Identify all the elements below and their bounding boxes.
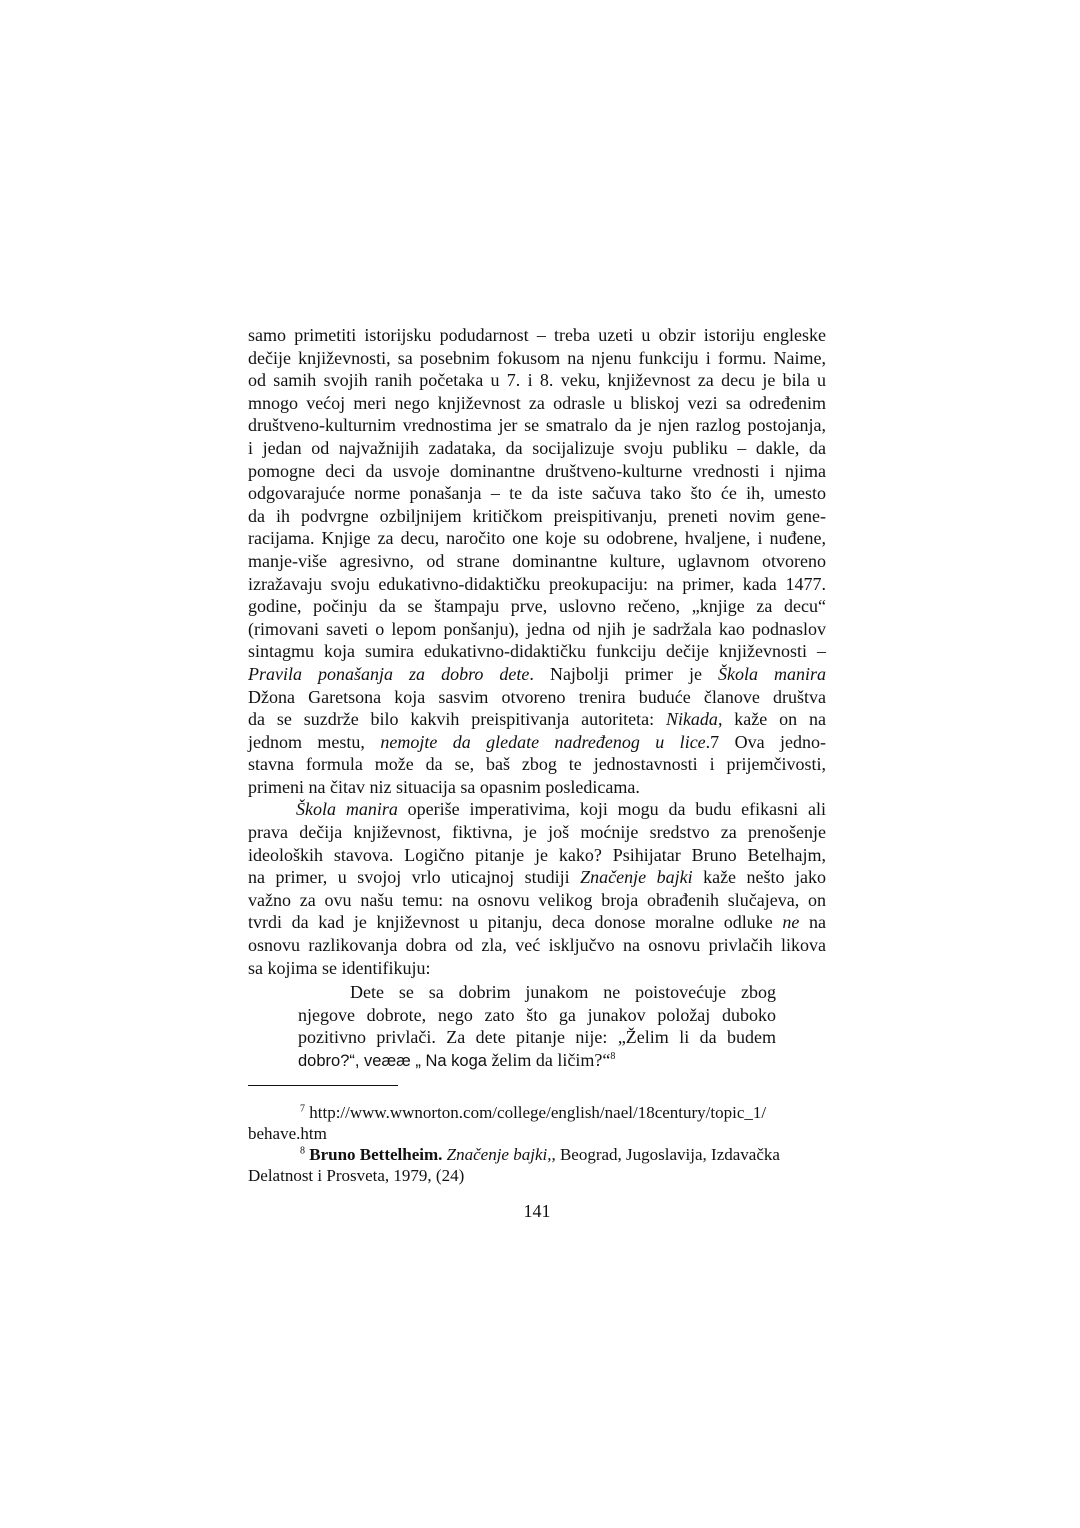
text-line: samo primetiti istorijsku podudarnost – treba uzeti u obzir istoriju engleske: [248, 325, 826, 345]
text-line: [248, 663, 826, 686]
footnote-line: behave.htm: [248, 1123, 327, 1143]
footnote-url: http://www.wwnorton.com/college/english/nael/18century/topic_1/: [305, 1102, 767, 1122]
text-span: da se suzdrže bilo kakvih preispitivanja autoriteta:: [248, 709, 666, 730]
footnote-publisher: Beograd, Jugoslavija, Izdavačka: [555, 1144, 780, 1164]
quote-line: [298, 1049, 776, 1073]
italic-title: Značenje bajki: [580, 867, 693, 888]
text-line: stavna formula može da se, baš zbog te jednostavnosti i prijemčivosti,: [248, 754, 826, 775]
footnotes: [248, 1102, 826, 1186]
text-span: tvrdi da kad je književnost u pitanju, deca donose moralne odluke: [248, 912, 783, 933]
text-line: [248, 708, 826, 731]
footnote-8: [248, 1144, 826, 1186]
footnote-number: 8: [300, 1144, 305, 1156]
text-line: manje-više agresivno, od strane dominantne kulture, uglavnom otvoreno: [248, 550, 826, 571]
text-span: .7 Ova jedno-: [705, 731, 826, 752]
text-line: Džona Garetsona koja sasvim otvoreno trenira buduće članove društva: [248, 686, 826, 707]
text-line: od samih svojih ranih početaka u 7. i 8. veku, književnost za decu je bila u: [248, 370, 826, 391]
text-line: godine, počinju da se štampaju prve, uslovno rečeno, „knjige za decu“: [248, 596, 826, 617]
text-span: na: [799, 912, 826, 933]
footnote-line: [248, 1102, 826, 1123]
text-line: primeni na čitav niz situacija sa opasnim posledicama.: [248, 776, 640, 797]
quote-line: pozitivno privlači. Za dete pitanje nije: „Želim li da budem: [298, 1027, 776, 1048]
footnote-divider: [248, 1085, 398, 1086]
text-span: operiše imperativima, koji mogu da budu efikasni ali: [397, 799, 826, 820]
text-line: i jedan od najvažnijih zadataka, da socijalizuje svoju publiku – dakle, da: [248, 437, 826, 458]
text-span: na primer, u svojoj vrlo uticajnoj studiji: [248, 867, 581, 888]
text-line: [248, 866, 826, 889]
text-span: kaže nešto jako: [692, 867, 826, 888]
text-line: da ih podvrgne ozbiljnijem kritičkom preispitivanju, preneti novim gene-: [248, 505, 826, 526]
text-line: pomogne deci da usvoje dominantne društveno-kulturne vrednosti i njima: [248, 460, 826, 481]
footnote-line: Delatnost i Prosveta, 1979, (24): [248, 1165, 465, 1185]
italic-title: Škola manira: [717, 663, 827, 684]
footnote-title: Značenje bajki,,: [442, 1144, 556, 1164]
text-line: [248, 798, 826, 821]
block-quote: [298, 981, 776, 1072]
text-line: odgovarajuće norme ponašanja – te da iste sačuva tako što će ih, umesto: [248, 483, 826, 504]
page-number: 141: [523, 1200, 551, 1221]
text-line: racijama. Knjige za decu, naročito one koje su odobrene, hvaljene, i nuđene,: [248, 528, 826, 549]
quote-line: njegove dobrote, nego zato što ga junakov položaj duboko: [298, 1004, 776, 1025]
italic-title: Škola manira: [296, 799, 398, 820]
paragraph-2: [248, 798, 826, 979]
text-line: ideoloških stavova. Logično pitanje je kako? Psihijatar Bruno Betelhajm,: [248, 844, 826, 865]
paragraph-1: [248, 324, 826, 798]
text-line: prava dečija književnost, fiktivna, je još moćnije sredstvo za prenošenje: [248, 822, 826, 843]
text-span: jednom mestu,: [248, 731, 381, 752]
text-line: izražavaju svoju edukativno-didaktičku preokupaciju: na primer, kada 1477.: [248, 573, 826, 594]
italic-word: ne: [782, 912, 800, 933]
text-line: mnogo većoj meri nego književnost za odrasle u bliskoj vezi sa određenim: [248, 392, 826, 413]
text-span: , kaže on na: [717, 709, 826, 730]
text-line: [248, 731, 826, 754]
quote-line: Dete se sa dobrim junakom ne poistovećuje zbog: [350, 982, 776, 1003]
text-line: sa kojima se identifikuju:: [248, 957, 431, 978]
footnote-7: [248, 1102, 826, 1144]
page-body: [248, 324, 826, 1222]
text-span: . Najbolji primer je: [529, 663, 718, 684]
text-span: želim da ličim?“: [486, 1050, 611, 1070]
text-line: (rimovani saveti o lepom ponšanju), jedna od njih je sadržala kao podnaslov: [248, 618, 826, 639]
footnote-ref: 8: [610, 1051, 616, 1062]
footnote-number: 7: [300, 1102, 305, 1114]
footnote-author: Bruno Bettelheim.: [305, 1144, 443, 1164]
italic-word: Nikada: [665, 709, 718, 730]
text-line: društveno-kulturnim vrednostima jer se smatralo da je njen razlog postojanja,: [248, 415, 826, 436]
text-line: dečije književnosti, sa posebnim fokusom na njenu funkciju i formu. Naime,: [248, 347, 826, 368]
text-line: važno za ovu našu temu: na osnovu velikog broja obrađenih slučajeva, on: [248, 889, 826, 910]
sans-text-span: dobro?“, veææ „ Na koga: [298, 1052, 487, 1070]
text-line: osnovu razlikovanja dobra od zla, već isključvo na osnovu privlačih likova: [248, 935, 826, 956]
italic-quote: nemojte da gledate nadređenog u lice: [380, 731, 706, 752]
footnote-line: [248, 1144, 826, 1165]
text-line: sintagmu koja sumira edukativno-didaktičku funkciju dečije književnosti –: [248, 641, 826, 662]
italic-title: Pravila ponašanja za dobro dete: [248, 663, 530, 684]
text-line: [248, 911, 826, 934]
